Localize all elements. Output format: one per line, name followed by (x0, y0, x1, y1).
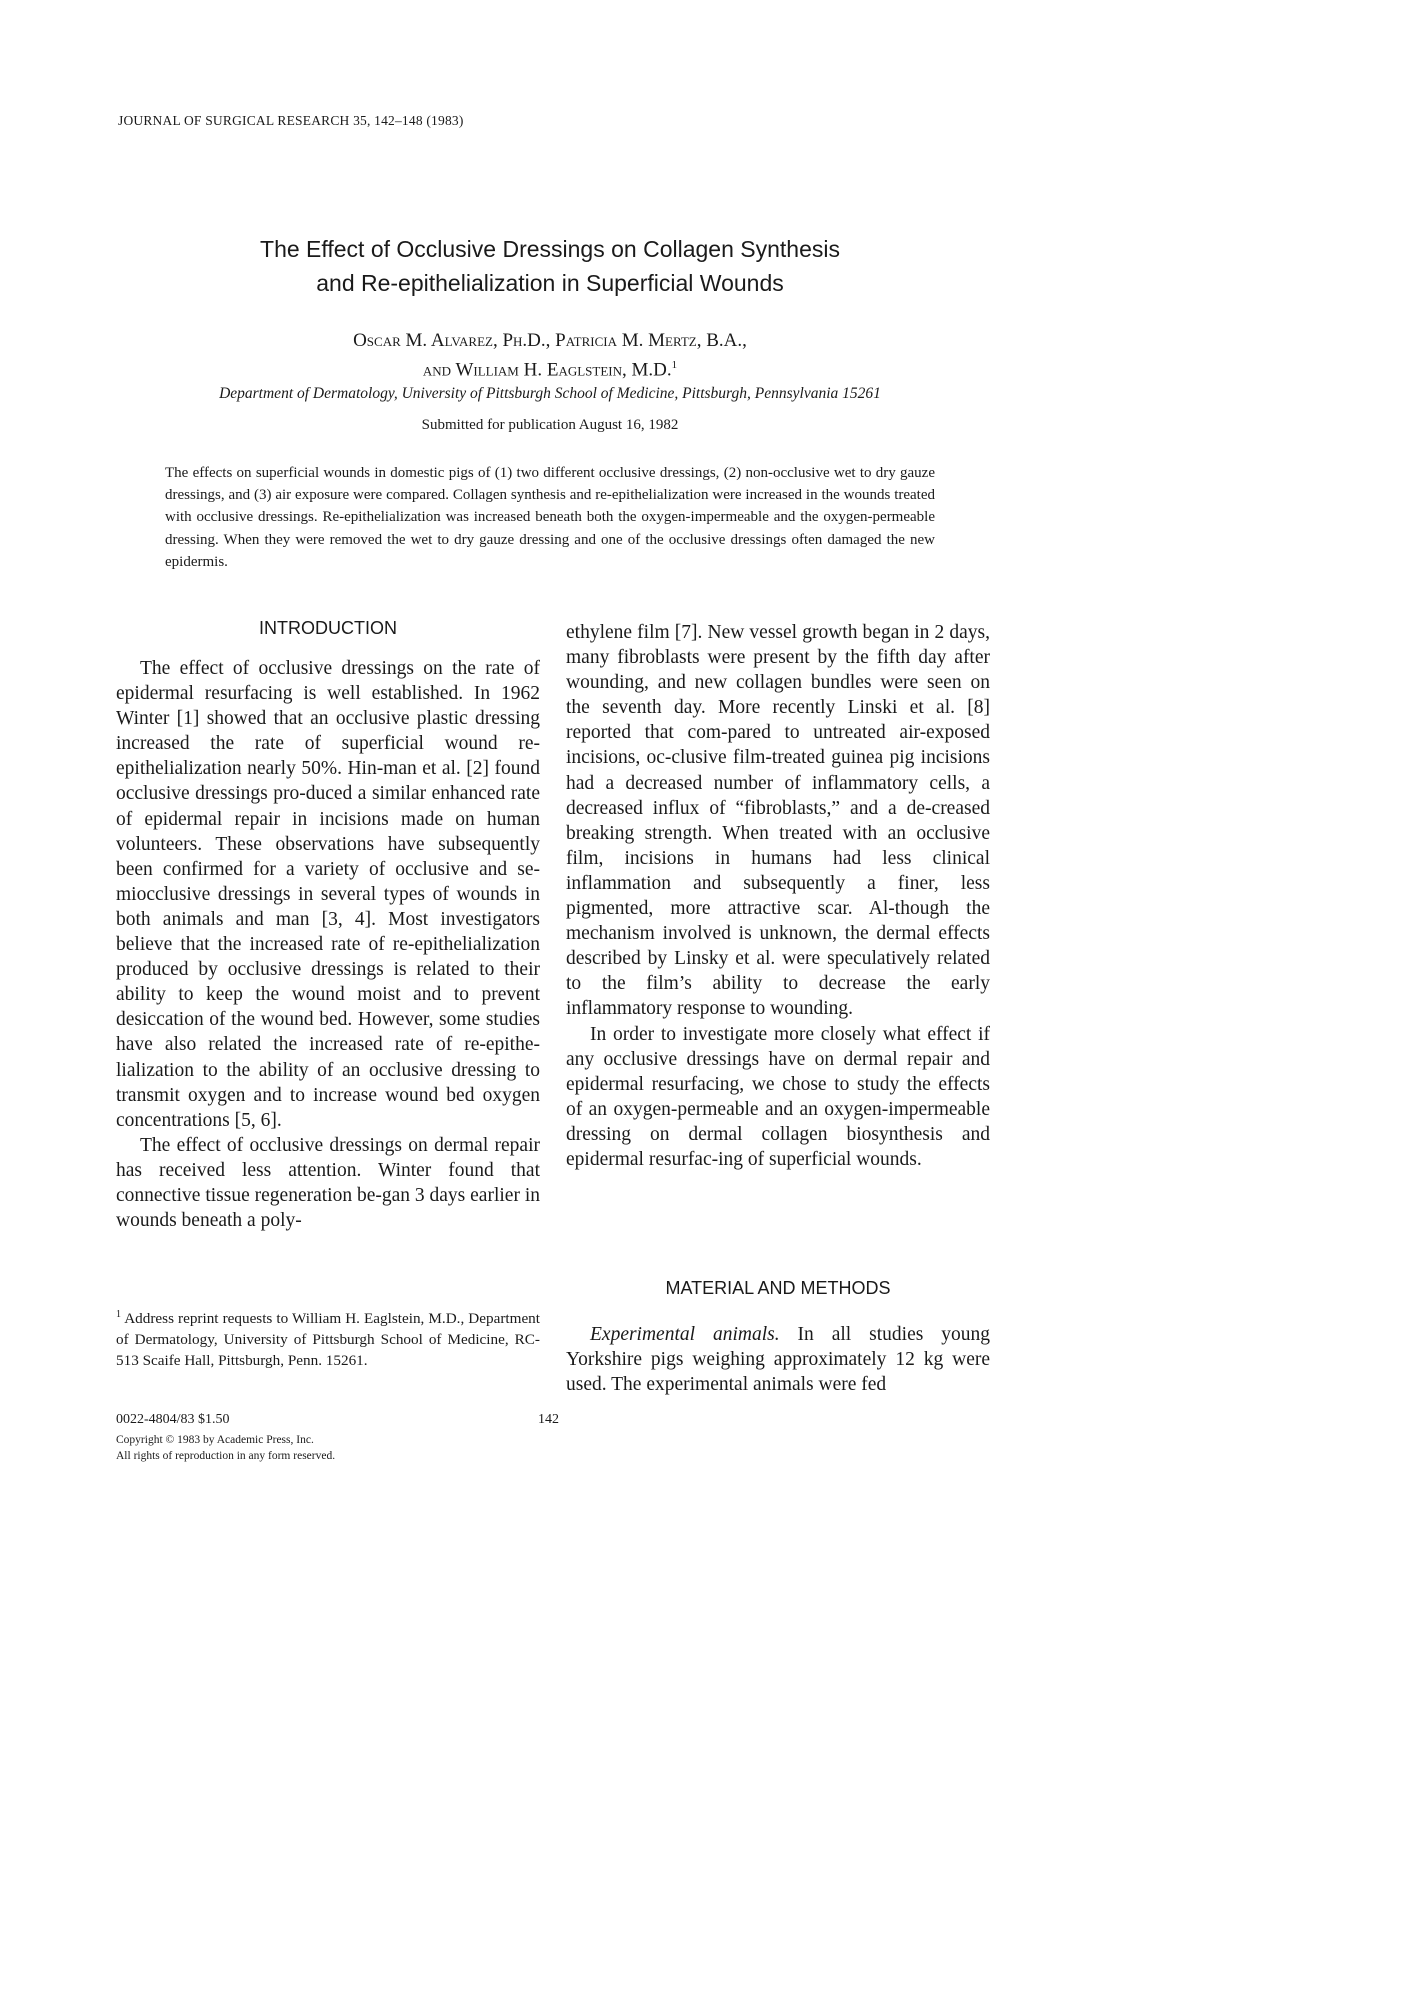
right-column (566, 620, 990, 1172)
authors (100, 328, 1000, 382)
issn-price: 0022-4804/83 $1.50 (116, 1412, 230, 1427)
authors-line-2-text: and William H. Eaglstein, M.D. (422, 359, 672, 381)
submission-date: Submitted for publication August 16, 1982 (421, 417, 679, 433)
article-title (100, 232, 1000, 300)
title-line-1: The Effect of Occlusive Dressings on Collagen Synthesis (260, 236, 840, 262)
authors-line-1: Oscar M. Alvarez, Ph.D., Patricia M. Mertz, B.A., (353, 330, 747, 351)
footnote-mark: 1 (116, 1309, 121, 1320)
methods-heading: MATERIAL AND METHODS (665, 1278, 891, 1298)
abstract: The effects on superficial wounds in domestic pigs of (1) two different occlusive dressings, (2) non-occlusive wet to dry gauze dressings, and (3) air exposure were compared. Collagen synthesis and re-epithelialization were increased in the wounds treated with occlusive dressings. Re-epithelialization was increased beneath both the oxygen-impermeable and the oxygen-permeable dressing. When they were removed the wet to dry gauze dressing and one of the occlusive dressings often damaged the new epidermis. (165, 465, 935, 570)
copyright: Copyright © 1983 by Academic Press, Inc. (116, 1434, 314, 1446)
author-footnote-mark: 1 (671, 359, 678, 371)
introduction-column (116, 656, 540, 1233)
right-paragraph-1: ethylene film [7]. New vessel growth began in 2 days, many fibroblasts were present by the fifth day after wounding, and new collagen bundles were seen on the seventh day. More recently Linski et al. [8] reported that com-pared to untreated air-exposed incisions, oc-clusive film-treated guinea pig incisions had a decreased number of inflammatory cells, a decreased influx of “fibroblasts,” and a de-creased breaking strength. When treated with an occlusive film, incisions in humans had less clinical inflammation and subsequently a finer, less pigmented, more attractive scar. Al-though the mechanism involved is unknown, the dermal effects described by Linsky et al. were speculatively related to the film’s ability to decrease the early inflammatory response to wounding. (566, 622, 990, 1020)
methods-subheading: Experimental animals. (590, 1324, 780, 1345)
right-paragraph-2: In order to investigate more closely what effect if any occlusive dressings have on dermal repair and epidermal resurfacing, we chose to study the effects of an oxygen-permeable and an oxygen-impermeable dressing on dermal collagen biosynthesis and epidermal resurfac-ing of superficial wounds. (566, 1023, 990, 1170)
intro-paragraph-1: The effect of occlusive dressings on the rate of epidermal resurfacing is well established. In 1962 Winter [1] showed that an occlusive plastic dressing increased the rate of superficial wound re-epithelialization nearly 50%. Hin-man et al. [2] found occlusive dressings pro-duced a similar enhanced rate of epidermal repair in incisions made on human volunteers. These observations have subsequently been confirmed for a variety of occlusive and se-miocclusive dressings in several types of wounds in both animals and man [3, 4]. Most investigators believe that the increased rate of re-epithelialization produced by occlusive dressings is related to their ability to keep the wound moist and to prevent desiccation of the wound bed. However, some studies have also related the increased rate of re-epithe-lialization to the ability of an occlusive dressing to transmit oxygen and to increase wound bed oxygen concentrations [5, 6]. (116, 658, 540, 1131)
authors-line-2 (100, 353, 1000, 382)
journal-citation: JOURNAL OF SURGICAL RESEARCH 35, 142–148 (1983) (118, 113, 464, 128)
rights-notice: All rights of reproduction in any form reserved. (116, 1450, 336, 1462)
methods-text: In all studies young Yorkshire pigs weighing approximately 12 kg were used. The experimental animals were fed (566, 1324, 991, 1396)
affiliation: Department of Dermatology, University of Pittsburgh School of Medicine, Pittsburgh, Pennsylvania 15261 (219, 385, 881, 402)
footnote (116, 1304, 540, 1371)
intro-paragraph-2: The effect of occlusive dressings on dermal repair has received less attention. Winter found that connective tissue regeneration be-gan 3 days earlier in wounds beneath a poly- (116, 1134, 540, 1232)
methods-column (566, 1322, 990, 1397)
footnote-text: Address reprint requests to William H. Eaglstein, M.D., Department of Dermatology, University of Pittsburgh School of Medicine, RC-513 Scaife Hall, Pittsburgh, Penn. 15261. (116, 1310, 540, 1370)
page-number: 142 (538, 1412, 559, 1427)
introduction-heading: INTRODUCTION (259, 618, 397, 638)
methods-paragraph (566, 1322, 990, 1397)
title-line-2: and Re-epithelialization in Superficial Wounds (316, 270, 784, 296)
